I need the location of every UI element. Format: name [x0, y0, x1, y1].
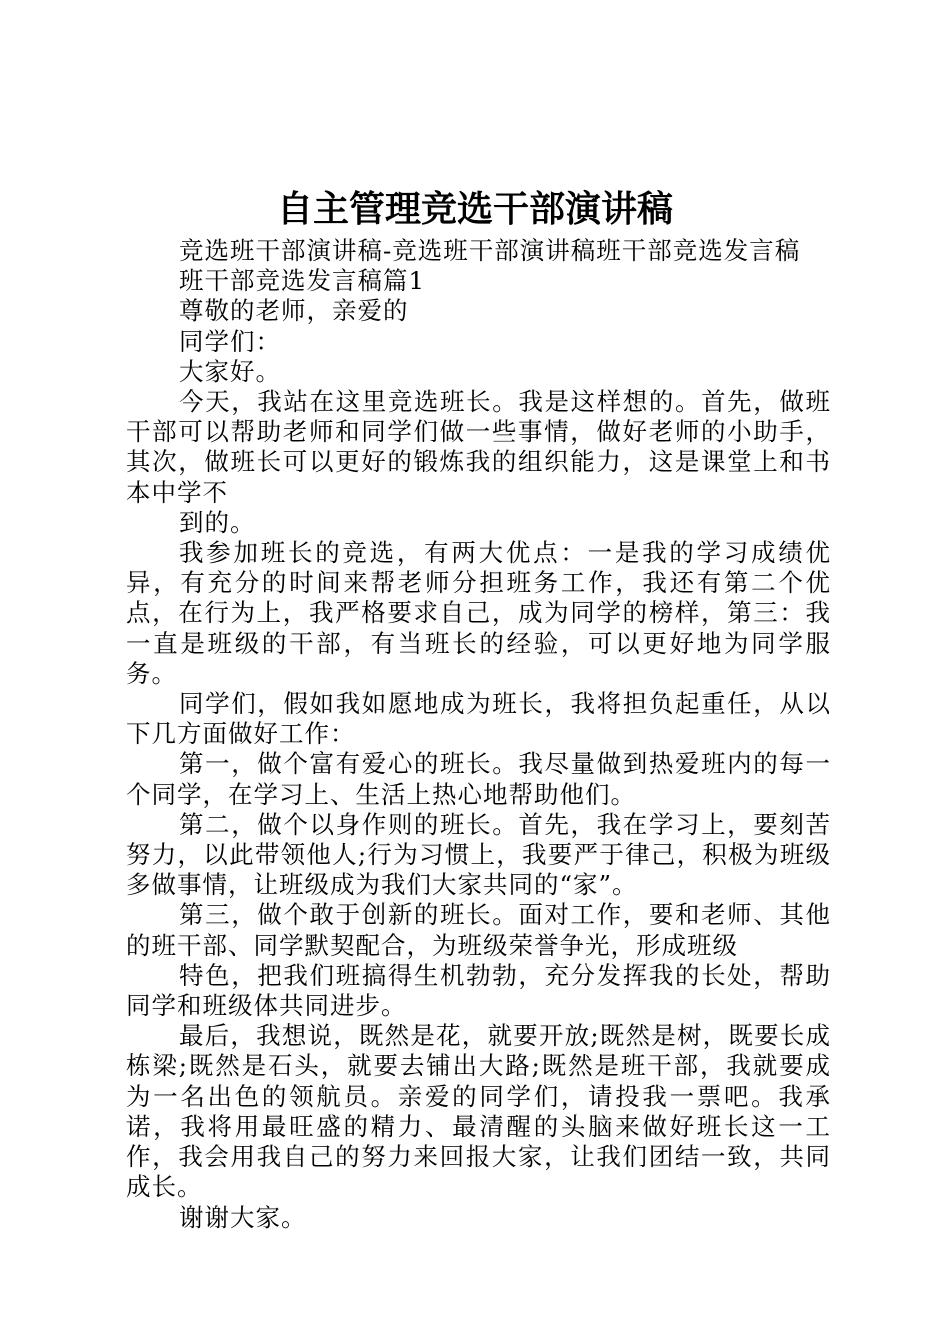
paragraph: 大家好。 — [179, 356, 281, 386]
paragraph: 我参加班长的竞选，有两大优点：一是我的学习成绩优异，有充分的时间来帮老师分担班务工作，我还有第二个优点，在行为上，我严格要求自己，成为同学的榜样，第三：我一直是班级的干部，有当班长的经验，可以更好地为同学服务。 — [126, 538, 831, 688]
document-body — [126, 236, 831, 1233]
paragraph: 第三，做个敢于创新的班长。面对工作，要和老师、其他的班干部、同学默契配合，为班级荣誉争光，形成班级 — [126, 900, 831, 960]
paragraph: 班干部竞选发言稿篇1 — [179, 266, 426, 296]
paragraph: 第二，做个以身作则的班长。首先，我在学习上，要刻苦努力，以此带领他人;行为习惯上，我要严于律己，积极为班级多做事情，让班级成为我们大家共同的“家”。 — [126, 809, 831, 900]
paragraph: 最后，我想说，既然是花，就要开放;既然是树，既要长成栋梁;既然是石头，就要去铺出大路;既然是班干部，我就要成为一名出色的领航员。亲爱的同学们，请投我一票吧。我承诺，我将用最旺盛的精力、最清醒的头脑来做好班长这一工作，我会用我自己的努力来回报大家，让我们团结一致，共同成长。 — [126, 1021, 831, 1202]
paragraph: 到的。 — [179, 507, 256, 537]
paragraph: 今天，我站在这里竞选班长。我是这样想的。首先，做班干部可以帮助老师和同学们做一些事情，做好老师的小助手，其次，做班长可以更好的锻炼我的组织能力，这是课堂上和书本中学不 — [126, 387, 831, 507]
paragraph: 同学们，假如我如愿地成为班长，我将担负起重任，从以下几方面做好工作： — [126, 689, 831, 749]
paragraph: 竞选班干部演讲稿-竞选班干部演讲稿班干部竞选发言稿 — [179, 236, 801, 265]
paragraph: 同学们： — [179, 326, 281, 356]
paragraph: 谢谢大家。 — [179, 1202, 307, 1232]
paragraph: 第一，做个富有爱心的班长。我尽量做到热爱班内的每一个同学，在学习上、生活上热心地帮助他们。 — [126, 749, 831, 809]
document-title: 自主管理竞选干部演讲稿 — [276, 188, 673, 230]
paragraph: 尊敬的老师，亲爱的 — [179, 296, 409, 326]
paragraph: 特色，把我们班搞得生机勃勃，充分发挥我的长处，帮助同学和班级体共同进步。 — [126, 960, 831, 1021]
